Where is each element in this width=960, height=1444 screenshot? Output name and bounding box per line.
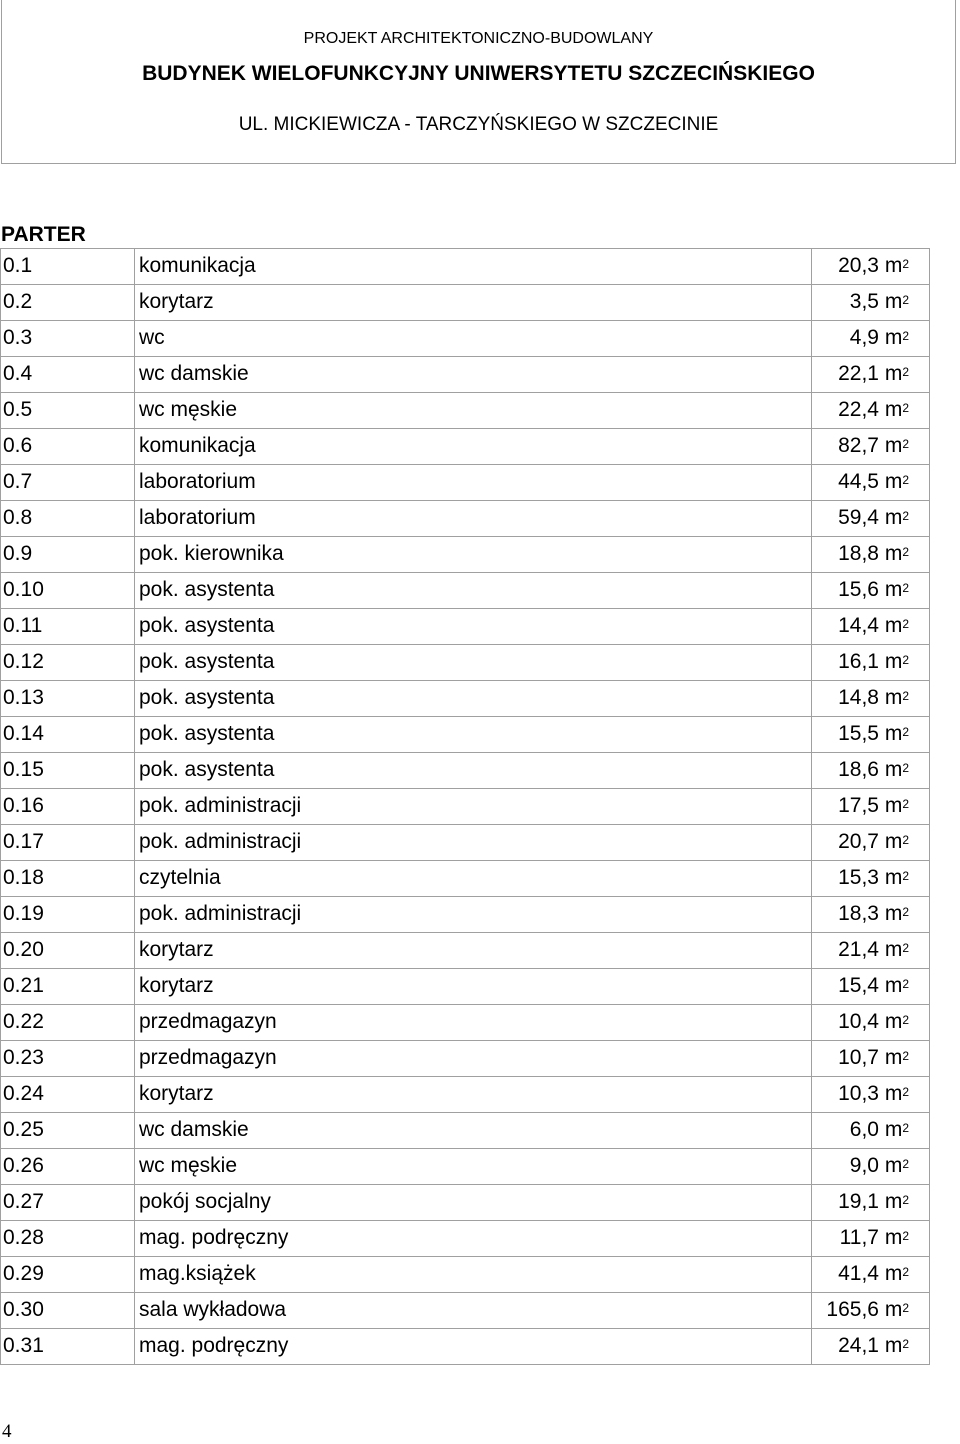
area-unit: m: [884, 1082, 903, 1105]
room-name: wc: [135, 321, 812, 357]
area-unit-exponent: 2: [902, 1337, 909, 1351]
room-number: 0.27: [1, 1185, 135, 1221]
table-row: [1, 1113, 930, 1149]
room-name: mag. podręczny: [135, 1221, 812, 1257]
room-number: 0.28: [1, 1221, 135, 1257]
room-number: 0.14: [1, 717, 135, 753]
area-unit: m: [884, 1226, 903, 1249]
room-number: 0.31: [1, 1329, 135, 1365]
room-name: korytarz: [135, 1077, 812, 1113]
room-name: wc damskie: [135, 357, 812, 393]
area-unit: m: [884, 722, 903, 745]
area-value: 10,4: [838, 1010, 879, 1033]
room-area: [812, 357, 930, 393]
area-unit: m: [884, 1298, 903, 1321]
area-unit-exponent: 2: [902, 689, 909, 703]
area-unit-exponent: 2: [902, 473, 909, 487]
area-value: 14,8: [838, 686, 879, 709]
area-unit-exponent: 2: [902, 1265, 909, 1279]
area-unit-exponent: 2: [902, 833, 909, 847]
area-value: 4,9: [849, 326, 879, 349]
table-row: [1, 933, 930, 969]
room-number: 0.16: [1, 789, 135, 825]
area-unit-exponent: 2: [902, 1157, 909, 1171]
room-name: mag.książek: [135, 1257, 812, 1293]
table-row: [1, 429, 930, 465]
area-unit-exponent: 2: [902, 257, 909, 271]
room-number: 0.19: [1, 897, 135, 933]
area-unit-exponent: 2: [902, 1193, 909, 1207]
room-name: pok. asystenta: [135, 753, 812, 789]
floor-title: PARTER: [1, 223, 86, 246]
area-unit: m: [884, 866, 903, 889]
room-name: laboratorium: [135, 465, 812, 501]
table-row: [1, 501, 930, 537]
table-row: [1, 1257, 930, 1293]
room-number: 0.3: [1, 321, 135, 357]
room-name: korytarz: [135, 285, 812, 321]
room-number: 0.6: [1, 429, 135, 465]
room-name: pok. administracji: [135, 825, 812, 861]
table-row: [1, 969, 930, 1005]
area-unit-exponent: 2: [902, 797, 909, 811]
area-unit-exponent: 2: [902, 1049, 909, 1063]
room-area: [812, 1005, 930, 1041]
room-name: pok. kierownika: [135, 537, 812, 573]
area-value: 15,5: [838, 722, 879, 745]
room-area: [812, 753, 930, 789]
area-unit-exponent: 2: [902, 1121, 909, 1135]
room-area: [812, 1113, 930, 1149]
room-name: wc damskie: [135, 1113, 812, 1149]
area-unit-exponent: 2: [902, 725, 909, 739]
area-value: 19,1: [838, 1190, 879, 1213]
area-unit: m: [884, 434, 903, 457]
room-number: 0.12: [1, 645, 135, 681]
area-unit-exponent: 2: [902, 761, 909, 775]
table-row: [1, 1293, 930, 1329]
area-unit-exponent: 2: [902, 1301, 909, 1315]
room-number: 0.4: [1, 357, 135, 393]
area-unit: m: [884, 902, 903, 925]
area-unit: m: [884, 686, 903, 709]
area-value: 15,4: [838, 974, 879, 997]
project-type: PROJEKT ARCHITEKTONICZNO-BUDOWLANY: [303, 30, 654, 47]
table-row: [1, 717, 930, 753]
room-area-table: [0, 248, 930, 1365]
room-name: komunikacja: [135, 429, 812, 465]
area-value: 15,3: [838, 866, 879, 889]
area-unit-exponent: 2: [902, 977, 909, 991]
table-row: [1, 537, 930, 573]
area-value: 9,0: [849, 1154, 879, 1177]
room-number: 0.15: [1, 753, 135, 789]
room-name: pok. asystenta: [135, 573, 812, 609]
room-number: 0.26: [1, 1149, 135, 1185]
area-unit: m: [884, 326, 903, 349]
area-value: 20,3: [838, 254, 879, 277]
room-name: laboratorium: [135, 501, 812, 537]
page-number: 4: [2, 1421, 12, 1442]
room-area: [812, 1041, 930, 1077]
room-area: [812, 1293, 930, 1329]
room-area: [812, 1257, 930, 1293]
area-unit: m: [884, 1262, 903, 1285]
room-number: 0.7: [1, 465, 135, 501]
table-row: [1, 681, 930, 717]
area-unit-exponent: 2: [902, 941, 909, 955]
room-area: [812, 537, 930, 573]
room-area: [812, 861, 930, 897]
table-row: [1, 1149, 930, 1185]
room-number: 0.17: [1, 825, 135, 861]
area-unit: m: [884, 1190, 903, 1213]
area-value: 165,6: [826, 1298, 879, 1321]
area-unit: m: [884, 362, 903, 385]
room-number: 0.8: [1, 501, 135, 537]
table-row: [1, 1329, 930, 1365]
area-unit: m: [884, 578, 903, 601]
area-unit: m: [884, 1046, 903, 1069]
room-name: korytarz: [135, 969, 812, 1005]
area-value: 17,5: [838, 794, 879, 817]
area-value: 6,0: [849, 1118, 879, 1141]
room-number: 0.20: [1, 933, 135, 969]
area-value: 11,7: [839, 1226, 879, 1249]
room-number: 0.13: [1, 681, 135, 717]
area-unit: m: [884, 1118, 903, 1141]
room-area: [812, 969, 930, 1005]
area-value: 82,7: [838, 434, 879, 457]
area-unit: m: [884, 542, 903, 565]
room-number: 0.5: [1, 393, 135, 429]
area-unit-exponent: 2: [902, 365, 909, 379]
area-unit: m: [884, 1010, 903, 1033]
room-area: [812, 321, 930, 357]
room-number: 0.11: [1, 609, 135, 645]
area-value: 24,1: [838, 1334, 879, 1357]
area-value: 18,6: [838, 758, 879, 781]
room-name: korytarz: [135, 933, 812, 969]
room-area: [812, 501, 930, 537]
room-area: [812, 1221, 930, 1257]
building-address: UL. MICKIEWICZA - TARCZYŃSKIEGO W SZCZECINIE: [238, 114, 719, 135]
area-unit-exponent: 2: [902, 293, 909, 307]
room-number: 0.22: [1, 1005, 135, 1041]
area-unit: m: [884, 830, 903, 853]
document-header: [1, 0, 956, 164]
room-name: pok. asystenta: [135, 645, 812, 681]
area-unit-exponent: 2: [902, 869, 909, 883]
area-unit-exponent: 2: [902, 581, 909, 595]
area-unit: m: [884, 758, 903, 781]
area-value: 41,4: [838, 1262, 879, 1285]
area-value: 10,7: [838, 1046, 879, 1069]
table-row: [1, 1041, 930, 1077]
area-unit: m: [884, 1334, 903, 1357]
room-number: 0.18: [1, 861, 135, 897]
room-name: sala wykładowa: [135, 1293, 812, 1329]
room-area: [812, 789, 930, 825]
area-unit-exponent: 2: [902, 1229, 909, 1243]
table-row: [1, 321, 930, 357]
room-area: [812, 393, 930, 429]
table-row: [1, 609, 930, 645]
table-row: [1, 897, 930, 933]
table-row: [1, 825, 930, 861]
room-area: [812, 465, 930, 501]
room-area: [812, 897, 930, 933]
room-number: 0.29: [1, 1257, 135, 1293]
area-unit: m: [884, 506, 903, 529]
room-area: [812, 573, 930, 609]
table-row: [1, 1077, 930, 1113]
room-area: [812, 1185, 930, 1221]
table-row: [1, 789, 930, 825]
area-unit-exponent: 2: [902, 545, 909, 559]
room-name: mag. podręczny: [135, 1329, 812, 1365]
area-value: 21,4: [838, 938, 879, 961]
area-value: 22,1: [838, 362, 879, 385]
room-name: czytelnia: [135, 861, 812, 897]
area-unit: m: [884, 398, 903, 421]
area-value: 44,5: [838, 470, 879, 493]
area-value: 3,5: [849, 290, 879, 313]
table-row: [1, 465, 930, 501]
area-unit-exponent: 2: [902, 905, 909, 919]
room-name: komunikacja: [135, 249, 812, 285]
room-name: wc męskie: [135, 393, 812, 429]
area-value: 14,4: [838, 614, 879, 637]
area-unit: m: [884, 650, 903, 673]
room-number: 0.1: [1, 249, 135, 285]
building-title: BUDYNEK WIELOFUNKCYJNY UNIWERSYTETU SZCZECIŃSKIEGO: [142, 62, 815, 85]
area-unit-exponent: 2: [902, 401, 909, 415]
room-area: [812, 609, 930, 645]
area-unit-exponent: 2: [902, 509, 909, 523]
area-unit: m: [884, 614, 903, 637]
room-name: pok. administracji: [135, 897, 812, 933]
room-name: pok. asystenta: [135, 717, 812, 753]
table-row: [1, 1221, 930, 1257]
room-area: [812, 681, 930, 717]
area-unit-exponent: 2: [902, 329, 909, 343]
room-area: [812, 429, 930, 465]
area-value: 15,6: [838, 578, 879, 601]
table-row: [1, 861, 930, 897]
room-number: 0.25: [1, 1113, 135, 1149]
area-unit-exponent: 2: [902, 1013, 909, 1027]
room-name: wc męskie: [135, 1149, 812, 1185]
area-value: 16,1: [838, 650, 879, 673]
room-name: pokój socjalny: [135, 1185, 812, 1221]
area-unit: m: [884, 254, 903, 277]
room-area: [812, 933, 930, 969]
area-unit: m: [884, 974, 903, 997]
room-name: przedmagazyn: [135, 1005, 812, 1041]
area-unit: m: [884, 290, 903, 313]
table-row: [1, 573, 930, 609]
area-value: 18,8: [838, 542, 879, 565]
room-number: 0.21: [1, 969, 135, 1005]
room-area: [812, 645, 930, 681]
room-area: [812, 1329, 930, 1365]
room-area: [812, 1077, 930, 1113]
room-number: 0.30: [1, 1293, 135, 1329]
area-value: 22,4: [838, 398, 879, 421]
room-area: [812, 1149, 930, 1185]
table-row: [1, 285, 930, 321]
room-name: pok. asystenta: [135, 609, 812, 645]
room-number: 0.9: [1, 537, 135, 573]
area-unit-exponent: 2: [902, 617, 909, 631]
area-value: 18,3: [838, 902, 879, 925]
table-row: [1, 645, 930, 681]
area-unit: m: [884, 938, 903, 961]
room-area: [812, 285, 930, 321]
room-area: [812, 825, 930, 861]
area-unit-exponent: 2: [902, 653, 909, 667]
area-value: 20,7: [838, 830, 879, 853]
table-row: [1, 393, 930, 429]
room-number: 0.23: [1, 1041, 135, 1077]
table-row: [1, 1005, 930, 1041]
area-unit-exponent: 2: [902, 437, 909, 451]
room-number: 0.10: [1, 573, 135, 609]
room-number: 0.2: [1, 285, 135, 321]
room-area: [812, 249, 930, 285]
table-row: [1, 1185, 930, 1221]
room-name: pok. asystenta: [135, 681, 812, 717]
room-area: [812, 717, 930, 753]
table-row: [1, 249, 930, 285]
area-unit: m: [884, 794, 903, 817]
room-number: 0.24: [1, 1077, 135, 1113]
area-unit: m: [884, 1154, 903, 1177]
area-unit: m: [884, 470, 903, 493]
room-name: pok. administracji: [135, 789, 812, 825]
area-unit-exponent: 2: [902, 1085, 909, 1099]
table-row: [1, 753, 930, 789]
table-row: [1, 357, 930, 393]
area-value: 59,4: [838, 506, 879, 529]
room-name: przedmagazyn: [135, 1041, 812, 1077]
area-value: 10,3: [838, 1082, 879, 1105]
